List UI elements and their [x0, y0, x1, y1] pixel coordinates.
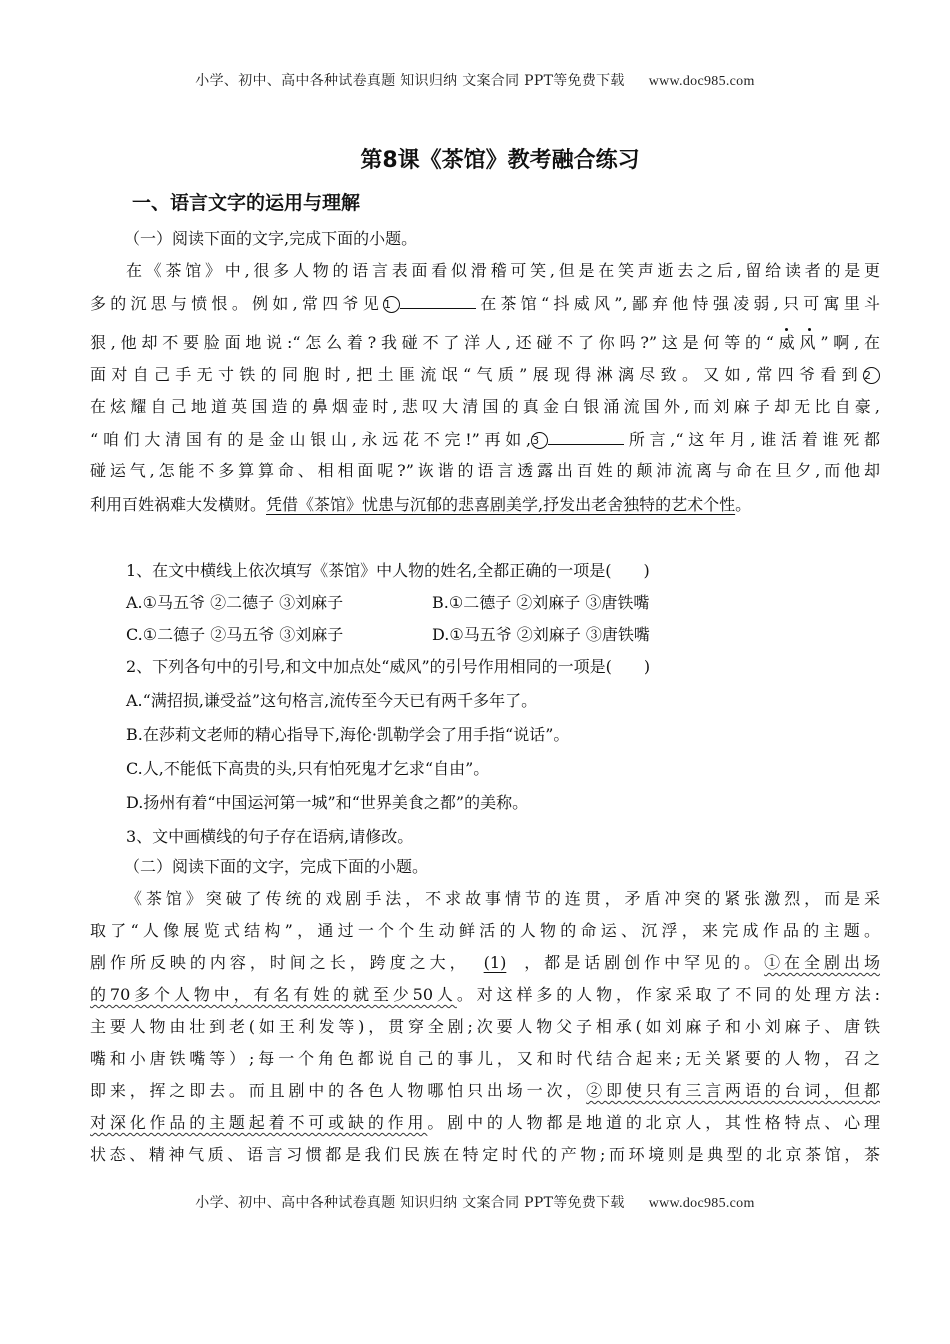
fill-blank-3[interactable]: [548, 428, 624, 445]
p2-line-8: [90, 1112, 880, 1134]
p2-line-5: 主要人物由壮到老(如王利发等)，贯穿全剧;次要人物父子相承(如刘麻子和小刘麻子、唐铁: [90, 1017, 880, 1036]
p2-line-3: [90, 952, 880, 974]
footer-url[interactable]: www.doc985.com: [648, 1196, 755, 1211]
p2-line-7: [90, 1080, 880, 1102]
p1-text: 多的沉思与愤恨。例如,常四爷见: [90, 294, 383, 313]
header-text: 小学、初中、高中各种试卷真题 知识归纳 文案合同 PPT等免费下载: [195, 73, 625, 89]
q3-stem: 3、文中画横线的句子存在语病,请修改。: [126, 827, 414, 846]
fill-blank-1[interactable]: [400, 292, 476, 309]
dotted-char-feng: 风: [799, 333, 821, 352]
p2-text: ，都是话剧创作中罕见的。: [520, 953, 765, 972]
p1-line-7: 碰运气,怎能不多算算命、相相面呢?”诙谐的语言透露出百姓的颠沛流离与命在旦夕,而他却: [90, 461, 880, 480]
q2-option-c[interactable]: C.人,不能低下高贵的头,只有怕死鬼才乞求“自由”。: [126, 759, 490, 778]
blank-marker-2: 2: [863, 367, 880, 384]
q2-option-d[interactable]: D.扬州有着“中国运河第一城”和“世界美食之都”的美称。: [126, 793, 529, 812]
p1-line-3: [90, 332, 880, 354]
fill-blank-p2-1[interactable]: (1): [483, 953, 507, 972]
footer-text: 小学、初中、高中各种试卷真题 知识归纳 文案合同 PPT等免费下载: [195, 1195, 625, 1211]
p1-line-6: [90, 428, 880, 450]
q1-option-d[interactable]: D.①马五爷 ②刘麻子 ③唐铁嘴: [432, 625, 650, 644]
part1-intro: （一）阅读下面的文字,完成下面的小题。: [124, 229, 418, 248]
dotted-char-wei: 威: [773, 333, 800, 352]
q1-option-b[interactable]: B.①二德子 ②刘麻子 ③唐铁嘴: [432, 593, 650, 612]
p1-line-4: [90, 364, 880, 386]
q2-stem: 2、下列各句中的引号,和文中加点处“威风”的引号作用相同的一项是( ): [126, 657, 651, 676]
p2-text: 剧作所反映的内容，时间之长，跨度之大，: [90, 953, 470, 972]
p1-text: 在茶馆“抖威风”,鄙弃他恃强凌弱,只可寓里斗: [476, 294, 880, 313]
p1-text: 狠,他却不要脸面地说:“怎么着?我碰不了洋人,还碰不了你吗?”这是何等的“: [90, 333, 774, 352]
wavy-sentence-2a: ②即使只有三言两语的台词，但都: [586, 1081, 880, 1100]
p1-line-1: 在《茶馆》中,很多人物的语言表面看似滑稽可笑,但是在笑声逝去之后,留给读者的是更: [126, 261, 880, 280]
header-url[interactable]: www.doc985.com: [648, 74, 755, 89]
p1-text: “咱们大清国有的是金山银山,永远花不完!”再如,: [90, 430, 532, 449]
p1-text: ”啊,在: [820, 333, 880, 352]
q1-options-row-2: [126, 624, 880, 646]
wavy-sentence-1b: 的70多个人物中，有名有姓的就至少50人: [90, 985, 457, 1004]
q1-stem: 1、在文中横线上依次填写《茶馆》中人物的姓名,全都正确的一项是( ): [126, 561, 650, 580]
p1-text: 面对自己手无寸铁的同胞时,把土匪流氓“气质”展现得淋漓尽致。又如,常四爷看到: [90, 365, 863, 384]
page-title: 第8课《茶馆》教考融合练习: [360, 148, 640, 173]
p2-line-2: 取了“人像展览式结构”，通过一个个生动鲜活的人物的命运、沉浮，来完成作品的主题。: [90, 921, 880, 940]
blank-marker-1: 1: [383, 296, 400, 313]
p1-line-5: 在炫耀自己地道英国造的鼻烟壶时,悲叹大清国的真金白银涌流国外,而刘麻子却无比自豪,: [90, 397, 880, 416]
p2-line-6: 嘴和小唐铁嘴等）;每一个角色都说自己的事儿，又和时代结合起来;无关紧要的人物，召之: [90, 1049, 880, 1068]
p1-text: 所言,“这年月,谁活着谁死都: [624, 430, 880, 449]
page-header: [0, 70, 950, 90]
p2-line-9: 状态、精神气质、语言习惯都是我们民族在特定时代的产物;而环境则是典型的北京茶馆，茶: [90, 1145, 880, 1164]
p2-line-4: [90, 984, 880, 1006]
blank-marker-3: 3: [531, 432, 548, 449]
part2-intro: （二）阅读下面的文字，完成下面的小题。: [124, 857, 429, 876]
q1-option-c[interactable]: C.①二德子 ②马五爷 ③刘麻子: [126, 625, 344, 644]
q2-option-b[interactable]: B.在莎莉文老师的精心指导下,海伦·凯勒学会了用手指“说话”。: [126, 725, 570, 744]
p1-text: 利用百姓祸难大发横财。: [90, 495, 267, 514]
section-heading: 一、语言文字的运用与理解: [132, 192, 361, 214]
p1-line-2: [90, 292, 880, 314]
q2-option-a[interactable]: A.“满招损,谦受益”这句格言,流传至今天已有两千多年了。: [126, 691, 538, 710]
underlined-sentence: 凭借《茶馆》忧患与沉郁的悲喜剧美学,抒发出老舍独特的艺术个性: [266, 495, 736, 514]
p2-line-1: 《茶馆》突破了传统的戏剧手法，不求故事情节的连贯，矛盾冲突的紧张激烈，而是采: [126, 889, 880, 908]
q1-option-a[interactable]: A.①马五爷 ②二德子 ③刘麻子: [126, 593, 344, 612]
p1-text: 。: [735, 495, 752, 514]
p2-text: 。剧中的人物都是地道的北京人，其性格特点、心理: [427, 1113, 880, 1132]
wavy-sentence-2b: 对深化作品的主题起着不可或缺的作用: [90, 1113, 428, 1132]
q1-options-row-1: [126, 592, 880, 614]
page-footer: [0, 1192, 950, 1212]
p2-text: 即来，挥之即去。而且剧中的各色人物哪怕只出场一次，: [90, 1081, 587, 1100]
wavy-sentence-1a: ①在全剧出场: [764, 953, 880, 972]
p2-text: 。对这样多的人物，作家采取了不同的处理方法:: [456, 985, 880, 1004]
p1-line-8: [90, 494, 880, 516]
